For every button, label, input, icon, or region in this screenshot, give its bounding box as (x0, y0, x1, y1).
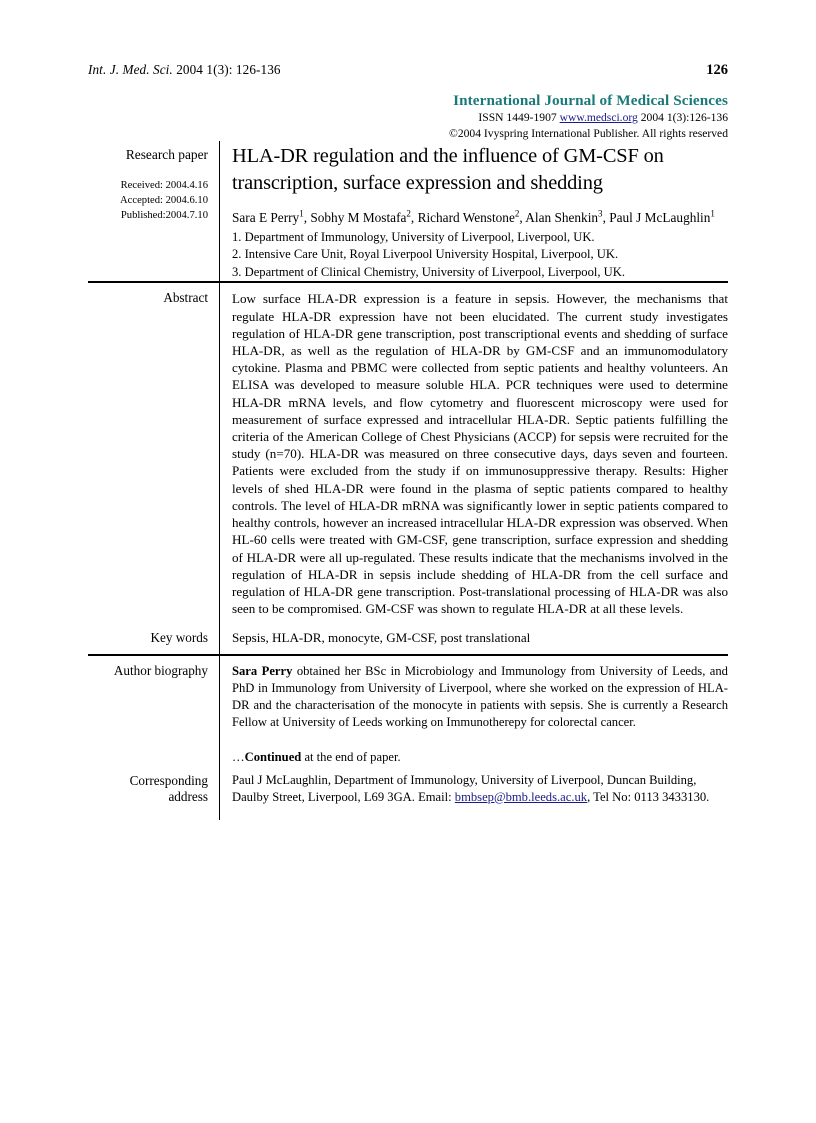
affiliation-2: 2. Intensive Care Unit, Royal Liverpool University Hospital, Liverpool, UK. (232, 247, 619, 262)
running-head-citation (88, 62, 281, 78)
affiliation-1: 1. Department of Immunology, University of Liverpool, Liverpool, UK. (232, 229, 595, 244)
corresponding-address-label (88, 766, 208, 806)
title-row-label-cell (88, 141, 219, 281)
journal-title: International Journal of Medical Sciences (453, 92, 728, 109)
corresponding-label-cell (88, 766, 219, 820)
running-head-volume: 2004 1(3): 126-136 (172, 62, 281, 77)
author-3: , Richard Wenstone (410, 210, 515, 226)
received-date: Received: 2004.4.16 (120, 180, 208, 191)
abstract-text: Low surface HLA-DR expression is a feature in sepsis. However, the mechanisms that regulate HLA-DR expression have not been elucidated. The current study investigates regulation of HLA-DR gene transcription, post transcriptional events and shedding of surface HLA-DR, as well as the regulation of HLA-DR by GM-CSF and an immunomodulatory cytokine. Plasma and PBMC were collected from septic patients and healthy volunteers. An ELISA was developed to measure soluble HLA. PCR techniques were used to determine HLA-DR mRNA levels, and flow cytometry and fluorescent microscopy were used for measurement of surface expressed and intracellular HLA-DR. Septic patients fulfilling the criteria of the American College of Chest Physicians (ACCP) for sepsis were recruited for the study (n=70). HLA-DR was measured on three consecutive days, days seven and fourteen. Patients were excluded from the study if on immunosuppressive therapy. Results: Higher levels of shed HLA-DR were found in the plasma of septic patients compared to healthy controls. The level of HLA-DR mRNA was significantly lower in septic patients compared to healthy controls, however an increased intracellular HLA-DR expression was observed. When HL-60 cells were treated with GM-CSF, gene transcription, surface expression and shedding of HLA-DR were all up-regulated. These results indicate that the mechanisms involved in the regulation of HLA-DR in sepsis include shedding of HLA-DR from the cell surface and regulation of HLA-DR gene transcription. Post-translational processing of HLA-DR was also seen to be compromised. GM-CSF was shown to regulate HLA-DR at all these levels. (232, 291, 728, 617)
copyright-line: ©2004 Ivyspring International Publisher. All rights reserved (449, 127, 728, 141)
continued-ellipsis: … (232, 749, 245, 764)
biography-text (232, 656, 728, 731)
corresponding-address-after-email: , Tel No: 0113 3433130. (587, 789, 710, 804)
corresponding-address-text (232, 766, 728, 820)
corresponding-label-line1: Corresponding (129, 772, 208, 788)
issue-citation: 2004 1(3):126-136 (637, 111, 728, 125)
author-3-affil-marker: 2 (514, 208, 520, 219)
title-row (88, 141, 728, 281)
continued-note (232, 749, 728, 766)
author-2-affil-marker: 2 (406, 208, 411, 219)
published-date: Published:2004.7.10 (120, 210, 208, 222)
author-5: , Paul J McLaughlin (602, 210, 711, 226)
page-number: 126 (706, 62, 728, 78)
abstract-label-cell (88, 283, 219, 623)
issn-number: ISSN 1449-1907 (478, 111, 560, 125)
corresponding-email-link[interactable]: bmbsep@bmb.leeds.ac.uk (454, 789, 588, 804)
article-type-kicker: Research paper (125, 147, 208, 162)
affiliation-3: 3. Department of Clinical Chemistry, University of Liverpool, Liverpool, UK. (232, 264, 626, 279)
corresponding-body-cell (220, 766, 728, 820)
author-1-affil-marker: 1 (299, 208, 304, 219)
corresponding-label-line2: address (168, 789, 208, 805)
biography-row (88, 656, 728, 766)
journal-masthead (248, 92, 728, 142)
author-4: , Alan Shenkin (519, 210, 599, 226)
corresponding-address-row (88, 766, 728, 820)
author-4-affil-marker: 3 (598, 208, 603, 219)
continued-label: Continued (244, 749, 302, 764)
corresponding-address-before-email: Paul J McLaughlin, Department of Immunology, University of Liverpool, Duncan Building, Daulby Street, Liverpool, L69 3GA. Email: (232, 772, 697, 804)
publication-dates (88, 178, 208, 223)
keywords-row (88, 623, 728, 654)
article-front-matter (88, 141, 728, 820)
abstract-row (88, 283, 728, 623)
journal-abbreviation: Int. J. Med. Sci. (88, 62, 173, 77)
affiliation-list (232, 229, 728, 282)
running-head (88, 62, 728, 79)
keywords-text: Sepsis, HLA-DR, monocyte, GM-CSF, post translational (232, 630, 531, 646)
keywords-label: Key words (150, 630, 208, 646)
biography-body-cell (220, 656, 728, 766)
biography-label-cell (88, 656, 219, 766)
abstract-body-cell (220, 283, 728, 623)
biography-label: Author biography (113, 662, 208, 678)
page-title: HLA-DR regulation and the influence of GM-CSF on transcription, surface expression and shedding (232, 145, 664, 194)
accepted-date: Accepted: 2004.6.10 (120, 195, 208, 207)
biography-author-name: Sara Perry (232, 663, 293, 678)
author-2: , Sobhy M Mostafa (303, 210, 407, 226)
biography-body: obtained her BSc in Microbiology and Immunology from University of Leeds, and PhD in Immunology from University of Liverpool, where she worked on the expression of HLA-DR and the characterisation of the monocyte in patients with sepsis. She is currently a Research Fellow at University of Leeds working on Immunotherepy for colorectal cancer. (232, 663, 728, 729)
author-list (232, 209, 728, 227)
keywords-body-cell (220, 623, 728, 654)
abstract-label: Abstract (163, 290, 208, 306)
continued-suffix: at the end of paper. (301, 749, 401, 764)
journal-website-link[interactable]: www.medsci.org (559, 111, 638, 125)
author-5-affil-marker: 1 (710, 208, 715, 219)
author-1: Sara E Perry (232, 210, 300, 226)
title-row-body-cell (220, 141, 728, 281)
issn-line (248, 110, 728, 126)
keywords-label-cell (88, 623, 219, 654)
